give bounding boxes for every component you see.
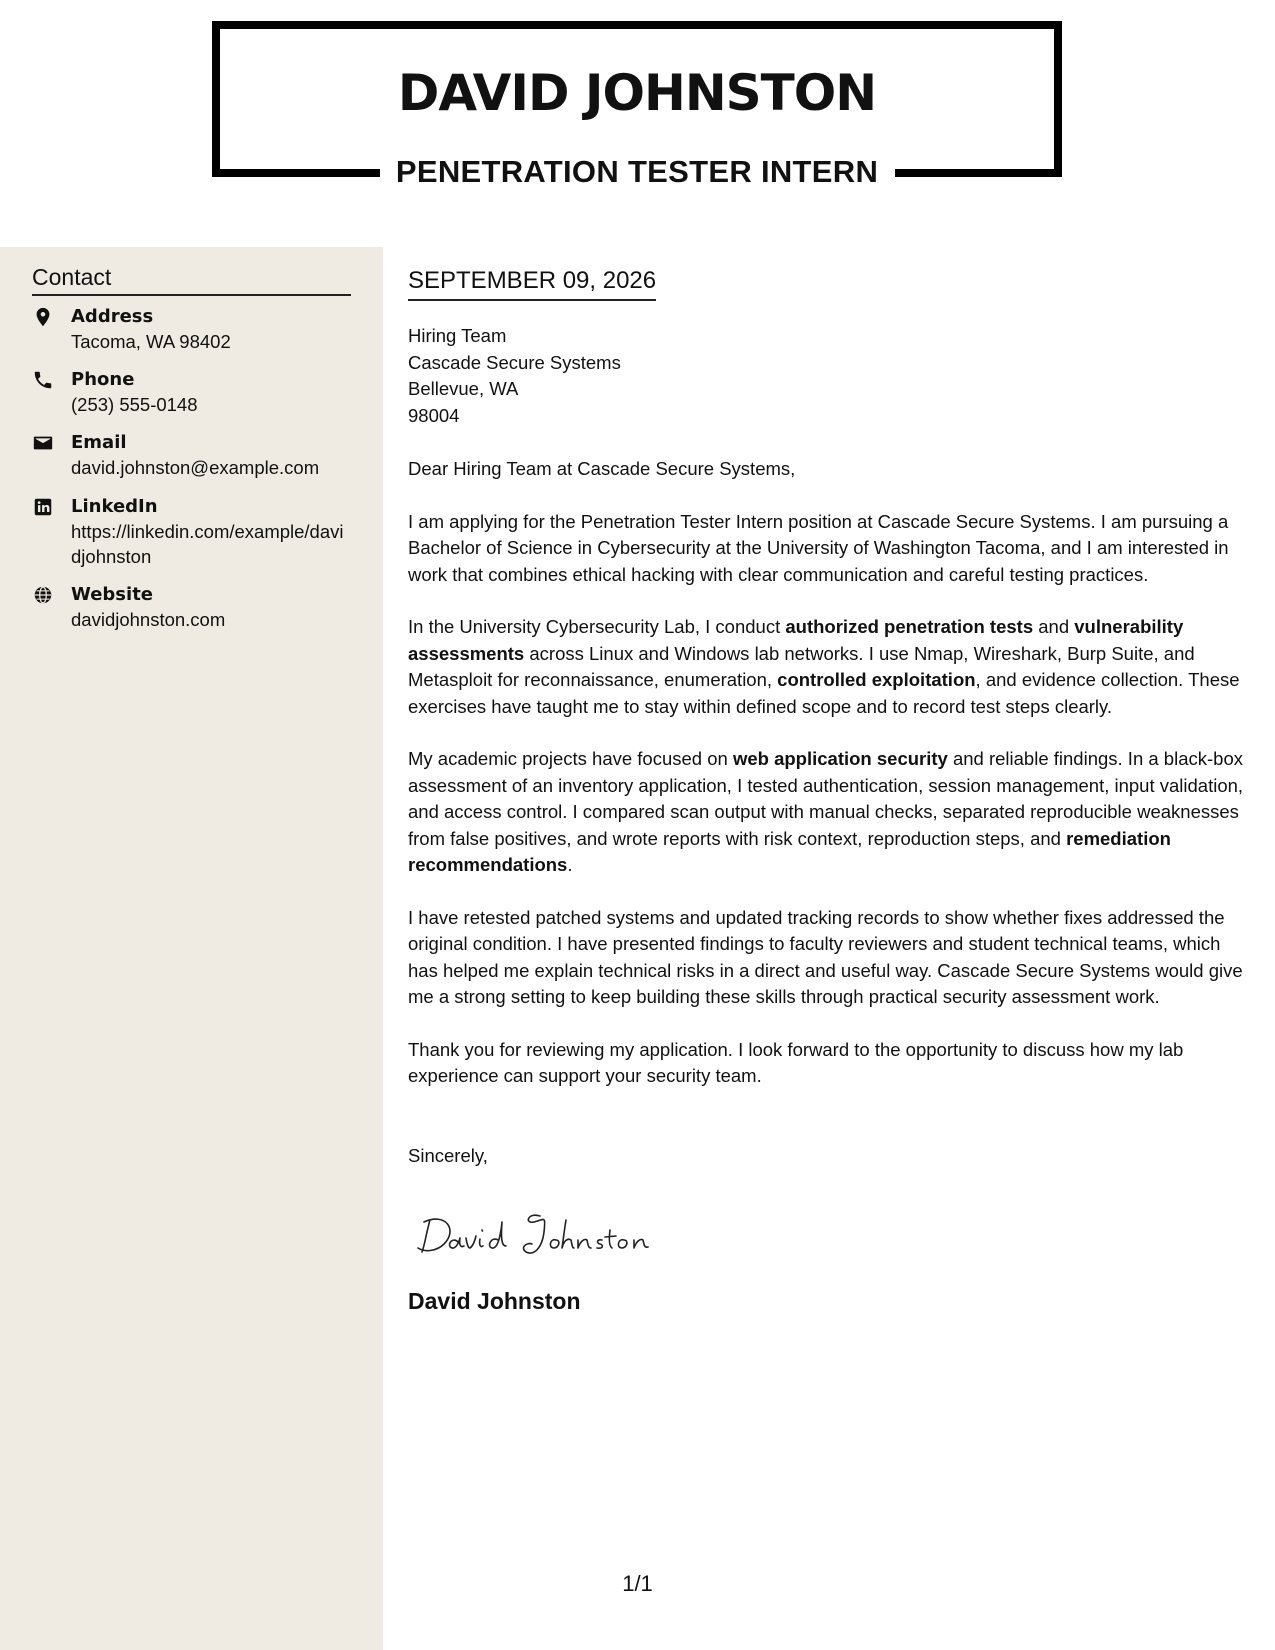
recipient-line: Cascade Secure Systems — [408, 351, 621, 373]
letter-date: SEPTEMBER 09, 2026 — [408, 266, 656, 301]
text-run: . — [567, 854, 573, 876]
bold-run: authorized penetration tests — [785, 616, 1034, 638]
envelope-icon — [32, 432, 54, 454]
contact-website-label: Website — [71, 584, 154, 605]
contact-email-label: Email — [71, 432, 127, 453]
contact-linkedin-value[interactable]: https://linkedin.com/example/davidjohnston — [71, 521, 344, 567]
salutation: Dear Hiring Team at Cascade Secure Systems, — [408, 458, 796, 479]
contact-heading: Contact — [32, 262, 351, 296]
recipient-line: Bellevue, WA — [408, 378, 519, 399]
text-run: and reliable findings. In a black-box assessment of an inventory application, I tested authentication, session management, input validation, and access control. I compared scan output with manual checks, separated reproducible weaknesses from false positives, and wrote reports with risk context, reproduction steps, and — [408, 748, 1244, 849]
contact-email-value[interactable]: david.johnston@example.com — [71, 457, 320, 478]
contact-address-label: Address — [71, 306, 154, 327]
linkedin-icon — [32, 496, 54, 518]
map-pin-icon — [32, 306, 54, 328]
recipient-block — [408, 323, 621, 429]
bold-run: vulnerability assessments — [408, 616, 1184, 664]
globe-icon — [32, 584, 54, 606]
recipient-line: 98004 — [408, 404, 460, 426]
signer-name: David Johnston — [408, 1288, 581, 1314]
recipient-line: Hiring Team — [408, 325, 507, 346]
paragraph-3 — [408, 746, 1248, 878]
paragraph-4: I have retested patched systems and updated tracking records to show whether fixes addressed the original condition. I have presented findings to faculty reviewers and student technical teams, which has helped me explain technical risks in a direct and useful way. Cascade Secure Systems would give me a strong setting to keep building these skills through practical security assessment work. — [408, 906, 1243, 1008]
closing: Sincerely, — [408, 1145, 488, 1166]
contact-website-value[interactable]: davidjohnston.com — [71, 609, 226, 630]
contact-address-value: Tacoma, WA 98402 — [71, 331, 231, 352]
text-run: My academic projects have focused on — [408, 748, 733, 770]
candidate-name: DAVID JOHNSTON — [397, 64, 877, 122]
bold-run: controlled exploitation — [777, 669, 976, 691]
page-number: 1/1 — [622, 1571, 653, 1596]
contact-phone-value: (253) 555-0148 — [71, 394, 198, 415]
handwritten-signature — [416, 1202, 676, 1262]
job-title: PENETRATION TESTER INTERN — [395, 154, 879, 189]
bold-run: remediation recommendations — [408, 827, 1171, 876]
text-run: and — [1033, 616, 1075, 638]
bold-run: web application security — [732, 748, 948, 770]
paragraph-5: Thank you for reviewing my application. I look forward to the opportunity to discuss how my lab experience can support your security team. — [408, 1038, 1184, 1087]
text-run: across Linux and Windows lab networks. I use Nmap, Wireshark, Burp Suite, and Metasploit for reconnaissance, enumeration, — [408, 642, 1195, 691]
phone-icon — [32, 369, 54, 391]
paragraph-1: I am applying for the Penetration Tester Intern position at Cascade Secure Systems. I am pursuing a Bachelor of Science in Cybersecurity at the University of Washington Tacoma, and I am interested in work that combines ethical hacking with clear communication and careful testing practices. — [408, 510, 1229, 585]
frame-top-border — [212, 21, 1062, 29]
contact-phone-label: Phone — [71, 369, 135, 390]
letter-body — [408, 456, 1248, 1116]
text-run: In the University Cybersecurity Lab, I conduct — [408, 616, 786, 638]
text-run: , and evidence collection. These exercises have taught me to stay within defined scope and to record test steps clearly. — [408, 669, 1240, 717]
paragraph-2 — [408, 614, 1248, 720]
contact-linkedin-label: LinkedIn — [71, 496, 158, 517]
